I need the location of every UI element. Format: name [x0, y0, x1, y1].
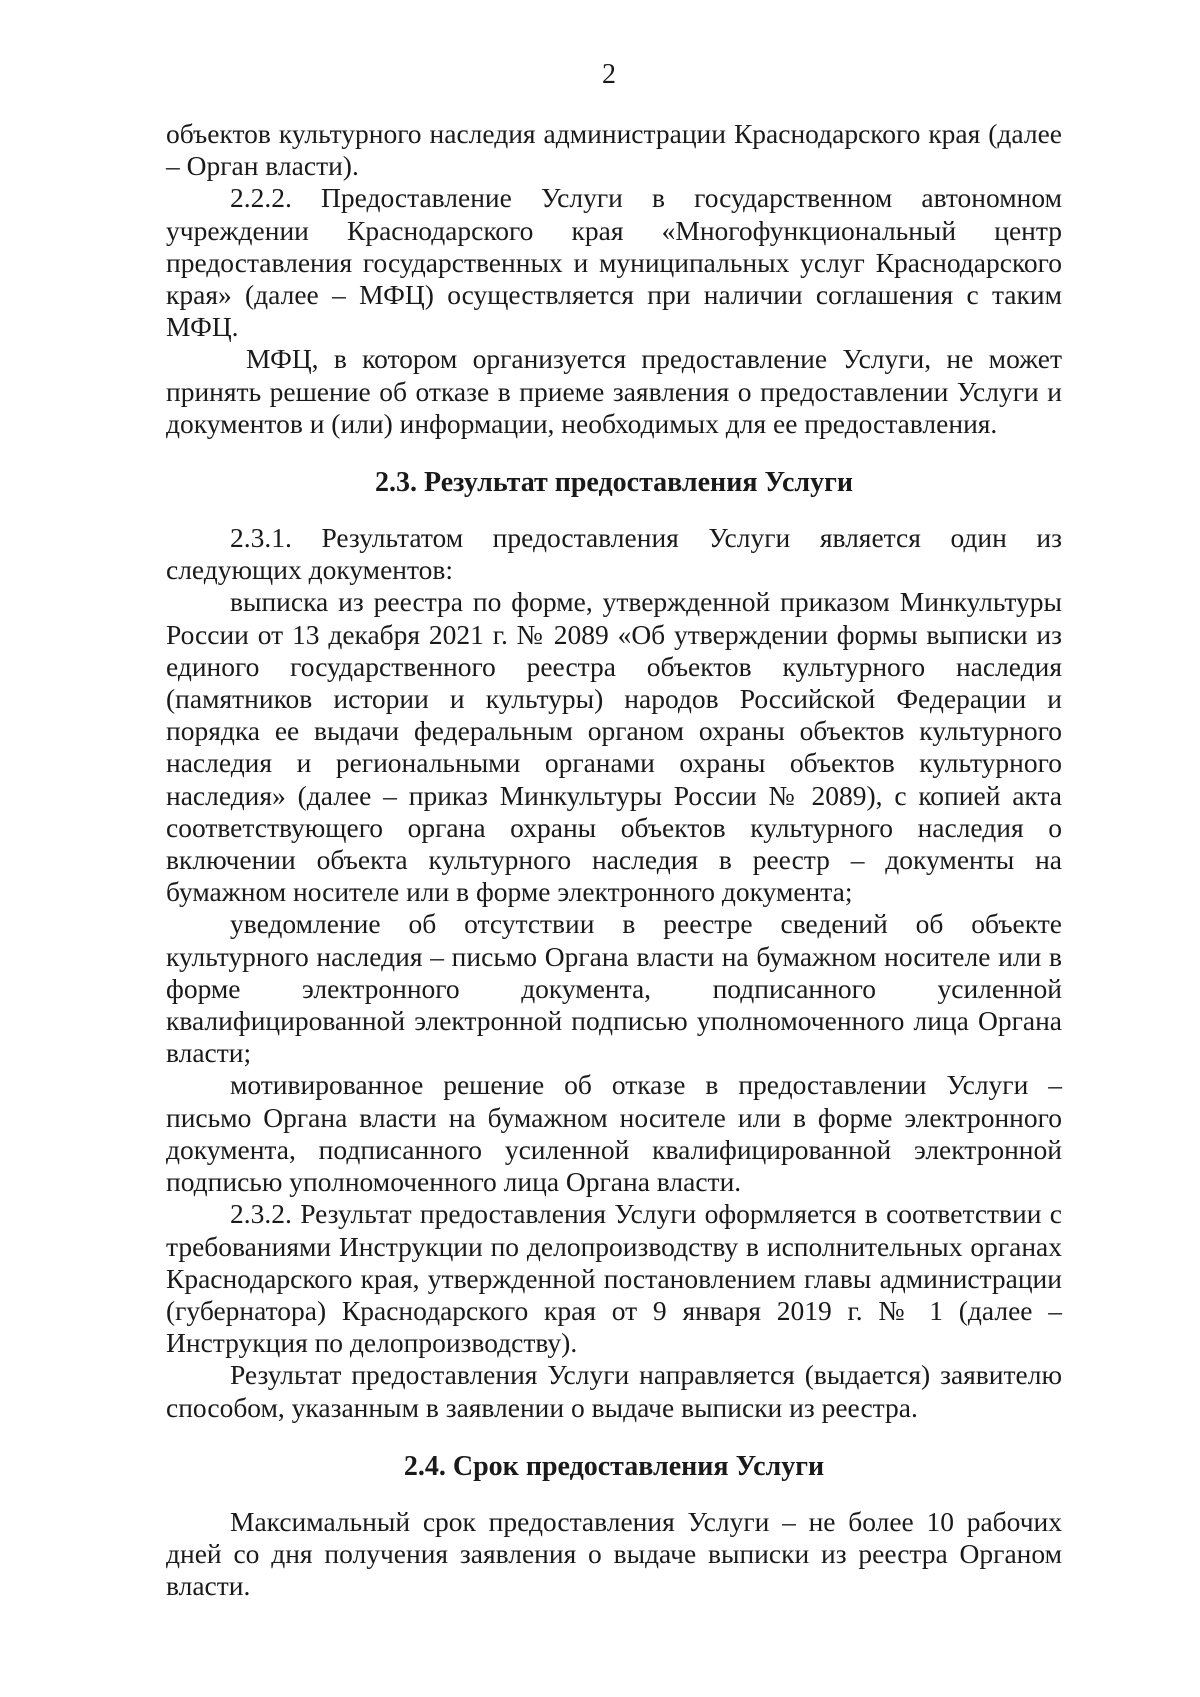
paragraph-max-term: Максимальный срок предоставления Услуги – не более 10 рабочих дней со дня получения заявления о выдаче выписки из реестра Органом власти.	[166, 1505, 1062, 1602]
paragraph-mfc: МФЦ, в котором организуется предоставление Услуги, не может принять решение об отказе в приеме заявления о предоставлении Услуги и документов и (или) информации, необходимых для ее предоставления.	[166, 343, 1062, 439]
paragraph-2-3-2: 2.3.2. Результат предоставления Услуги оформляется в соответствии с требованиями Инструкции по делопроизводству в исполнительных органах Краснодарского края, утвержденной постановлением главы администрации (губернатора) Краснодарского края от 9 января 2019 г. № 1 (далее – Инструкция по делопроизводству).	[166, 1198, 1062, 1359]
spacer	[166, 1424, 1062, 1450]
paragraph-extract: выписка из реестра по форме, утвержденной приказом Минкультуры России от 13 декабря 2021 г. № 2089 «Об утверждении формы выписки из единого государственного реестра объектов культурного наследия (памятников истории и культуры) народов Российской Федерации и порядка ее выдачи федеральным органом охраны объектов культурного наследия и региональными органами охраны объектов культурного наследия» (далее – приказ Минкультуры России № 2089), с копией акта соответствующего органа охраны объектов культурного наследия о включении объекта культурного наследия в реестр – документы на бумажном носителе или в форме электронного документа;	[166, 586, 1062, 908]
paragraph-continuation: объектов культурного наследия администрации Краснодарского края (далее – Орган власти).	[166, 118, 1062, 182]
spacer	[166, 440, 1062, 466]
paragraph-notification: уведомление об отсутствии в реестре сведений об объекте культурного наследия – письмо Органа власти на бумажном носителе или в форме электронного документа, подписанного усиленной квалифицированной электронной подписью уполномоченного лица Органа власти;	[166, 908, 1062, 1069]
paragraph-2-2-2: 2.2.2. Предоставление Услуги в государственном автономном учреждении Краснодарского края «Многофункциональный центр предоставления государственных и муниципальных услуг Краснодарского края» (далее – МФЦ) осуществляется при наличии соглашения с таким МФЦ.	[166, 182, 1062, 343]
paragraph-refusal: мотивированное решение об отказе в предоставлении Услуги – письмо Органа власти на бумажном носителе или в форме электронного документа, подписанного усиленной квалифицированной электронной подписью уполномоченного лица Органа власти.	[166, 1069, 1062, 1198]
section-heading-2-4: 2.4. Срок предоставления Услуги	[403, 1450, 825, 1482]
page-number: 2	[602, 59, 616, 90]
paragraph-2-3-1: 2.3.1. Результатом предоставления Услуги является один из следующих документов:	[166, 522, 1062, 586]
spacer	[166, 1484, 1062, 1506]
spacer	[166, 500, 1062, 522]
paragraph-result-delivery: Результат предоставления Услуги направляется (выдается) заявителю способом, указанным в заявлении о выдаче выписки из реестра.	[166, 1359, 1062, 1423]
section-heading-2-3: 2.3. Результат предоставления Услуги	[375, 467, 853, 499]
document-body	[166, 118, 1062, 1602]
